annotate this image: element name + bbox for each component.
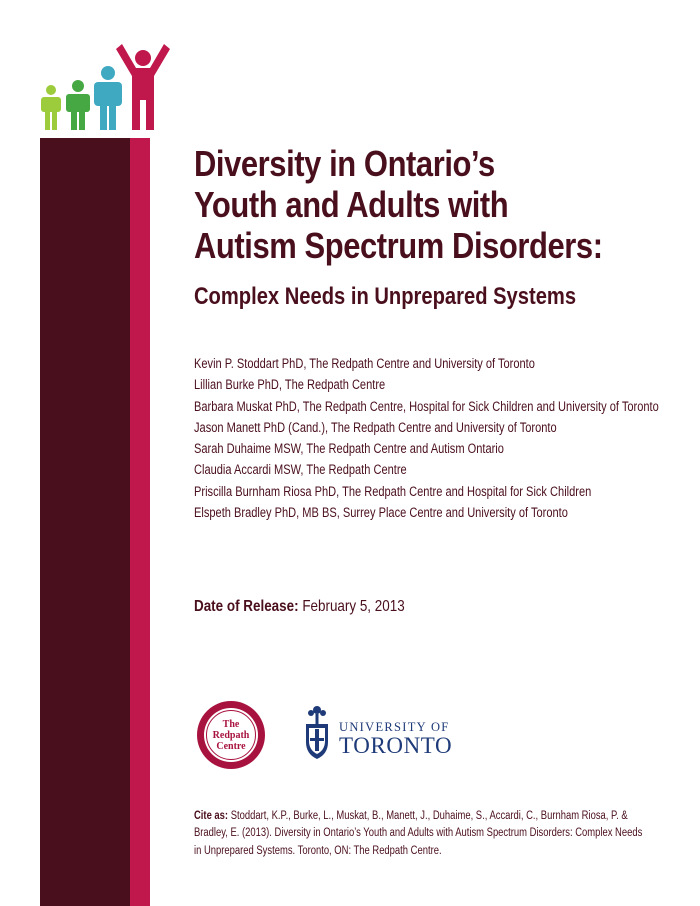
author-item: Priscilla Burnham Riosa PhD, The Redpath Centre and Hospital for Sick Children: [194, 483, 592, 499]
redpath-line-2: Redpath: [212, 730, 250, 741]
author-item: Jason Manett PhD (Cand.), The Redpath Centre and University of Toronto: [194, 419, 557, 435]
citation-label: Cite as:: [194, 810, 229, 822]
uoft-line-2: TORONTO: [339, 733, 453, 758]
title-line-2: Youth and Adults with: [194, 184, 509, 225]
author-item: Lillian Burke PhD, The Redpath Centre: [194, 377, 386, 393]
document-title: [194, 143, 607, 266]
citation: [194, 808, 649, 860]
uoft-wordmark: [339, 720, 452, 758]
redpath-line-1: The: [222, 719, 240, 730]
title-line-1: Diversity in Ontario’s: [194, 143, 495, 184]
redpath-seal-icon: [196, 700, 266, 770]
side-bar-red: [130, 138, 150, 906]
title-line-3: Autism Spectrum Disorders:: [194, 225, 603, 266]
author-item: Sarah Duhaime MSW, The Redpath Centre and Autism Ontario: [194, 441, 504, 457]
author-list: [194, 353, 659, 523]
people-growth-icon: [38, 40, 178, 132]
redpath-line-3: Centre: [216, 741, 246, 752]
release-date: [194, 598, 405, 616]
author-item: Kevin P. Stoddart PhD, The Redpath Centre and University of Toronto: [194, 356, 535, 371]
release-value: February 5, 2013: [302, 598, 405, 615]
document-subtitle: Complex Needs in Unprepared Systems: [194, 283, 577, 310]
release-label: Date of Release:: [194, 598, 299, 615]
citation-text: Stoddart, K.P., Burke, L., Muskat, B., Manett, J., Duhaime, S., Accardi, C., Burnham Riosa, P. & Bradley, E. (2013). Diversity in Ontario’s Youth and Adults with Autism Spectrum Disorders: Complex Needs in Unprepared Systems. Toronto, ON: The Redpath Centre.: [194, 810, 643, 857]
side-bar-dark: [40, 138, 130, 906]
author-item: Elspeth Bradley PhD, MB BS, Surrey Place Centre and University of Toronto: [194, 505, 568, 521]
uoft-line-1: UNIVERSITY OF: [339, 720, 450, 734]
author-item: Barbara Muskat PhD, The Redpath Centre, Hospital for Sick Children and University of Toronto: [194, 398, 659, 414]
uoft-crest-icon: [303, 704, 331, 762]
author-item: Claudia Accardi MSW, The Redpath Centre: [194, 462, 407, 478]
